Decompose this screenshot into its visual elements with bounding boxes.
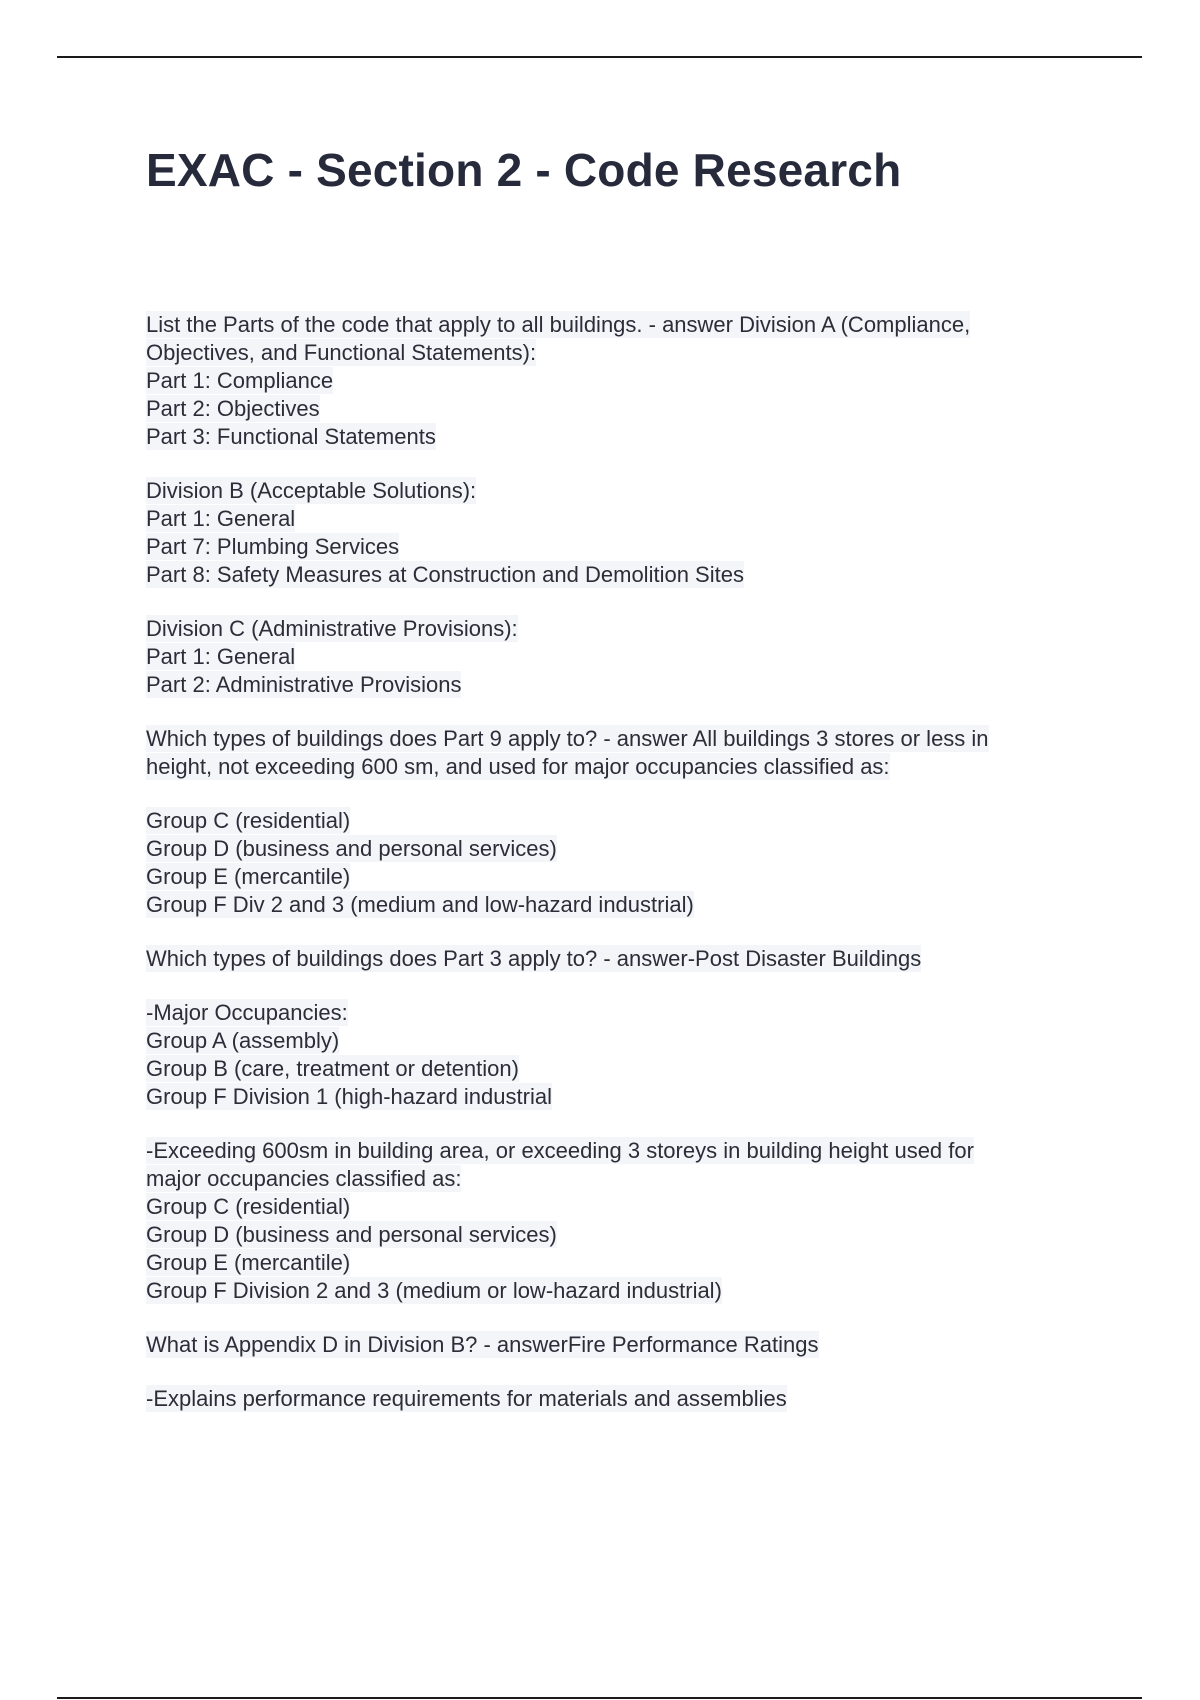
text-line: Which types of buildings does Part 3 apply to? - answer-Post Disaster Buildings [146,946,922,971]
text-line: Part 1: General [146,506,296,531]
text-line: Group F Division 1 (high-hazard industrial [146,1084,552,1109]
text-line: Group C (residential) [146,808,351,833]
page-title: EXAC - Section 2 - Code Research [146,144,902,196]
text-line: Group A (assembly) [146,1028,340,1053]
paragraph-parts-all-buildings [146,311,1086,451]
text-line: Group B (care, treatment or detention) [146,1056,519,1081]
text-line: -Explains performance requirements for materials and assemblies [146,1386,787,1411]
text-line: Group F Div 2 and 3 (medium and low-hazard industrial) [146,892,694,917]
top-divider [57,56,1142,58]
paragraph-appendix-d [146,1331,1086,1359]
text-line: Group D (business and personal services) [146,836,557,861]
paragraph-major-occupancies [146,999,1086,1111]
paragraph-division-c [146,615,1086,699]
text-line: Part 8: Safety Measures at Construction and Demolition Sites [146,562,744,587]
text-line: Group E (mercantile) [146,1250,351,1275]
text-line: Group C (residential) [146,1194,351,1219]
document-body [146,311,1086,1439]
text-line: major occupancies classified as: [146,1166,462,1191]
paragraph-division-b [146,477,1086,589]
paragraph-part3-question [146,945,1086,973]
text-line: What is Appendix D in Division B? - answerFire Performance Ratings [146,1332,819,1357]
paragraph-performance [146,1385,1086,1413]
text-line: Part 2: Administrative Provisions [146,672,462,697]
bottom-divider [57,1697,1142,1699]
text-line: Division C (Administrative Provisions): [146,616,518,641]
paragraph-part9-groups [146,807,1086,919]
text-line: Part 2: Objectives [146,396,320,421]
text-line: Part 3: Functional Statements [146,424,436,449]
text-line: -Major Occupancies: [146,1000,348,1025]
text-line: Objectives, and Functional Statements): [146,340,537,365]
text-line: Division B (Acceptable Solutions): [146,478,477,503]
text-line: Group E (mercantile) [146,864,351,889]
text-line: Part 7: Plumbing Services [146,534,400,559]
text-line: height, not exceeding 600 sm, and used for major occupancies classified as: [146,754,890,779]
text-line: Which types of buildings does Part 9 apply to? - answer All buildings 3 stores or less in [146,726,989,751]
paragraph-exceeding-area [146,1137,1086,1305]
text-line: Group F Division 2 and 3 (medium or low-hazard industrial) [146,1278,722,1303]
text-line: Part 1: General [146,644,296,669]
text-line: -Exceeding 600sm in building area, or exceeding 3 storeys in building height used for [146,1138,974,1163]
text-line: Group D (business and personal services) [146,1222,557,1247]
text-line: Part 1: Compliance [146,368,334,393]
paragraph-part9-question [146,725,1086,781]
text-line: List the Parts of the code that apply to all buildings. - answer Division A (Compliance, [146,312,971,337]
